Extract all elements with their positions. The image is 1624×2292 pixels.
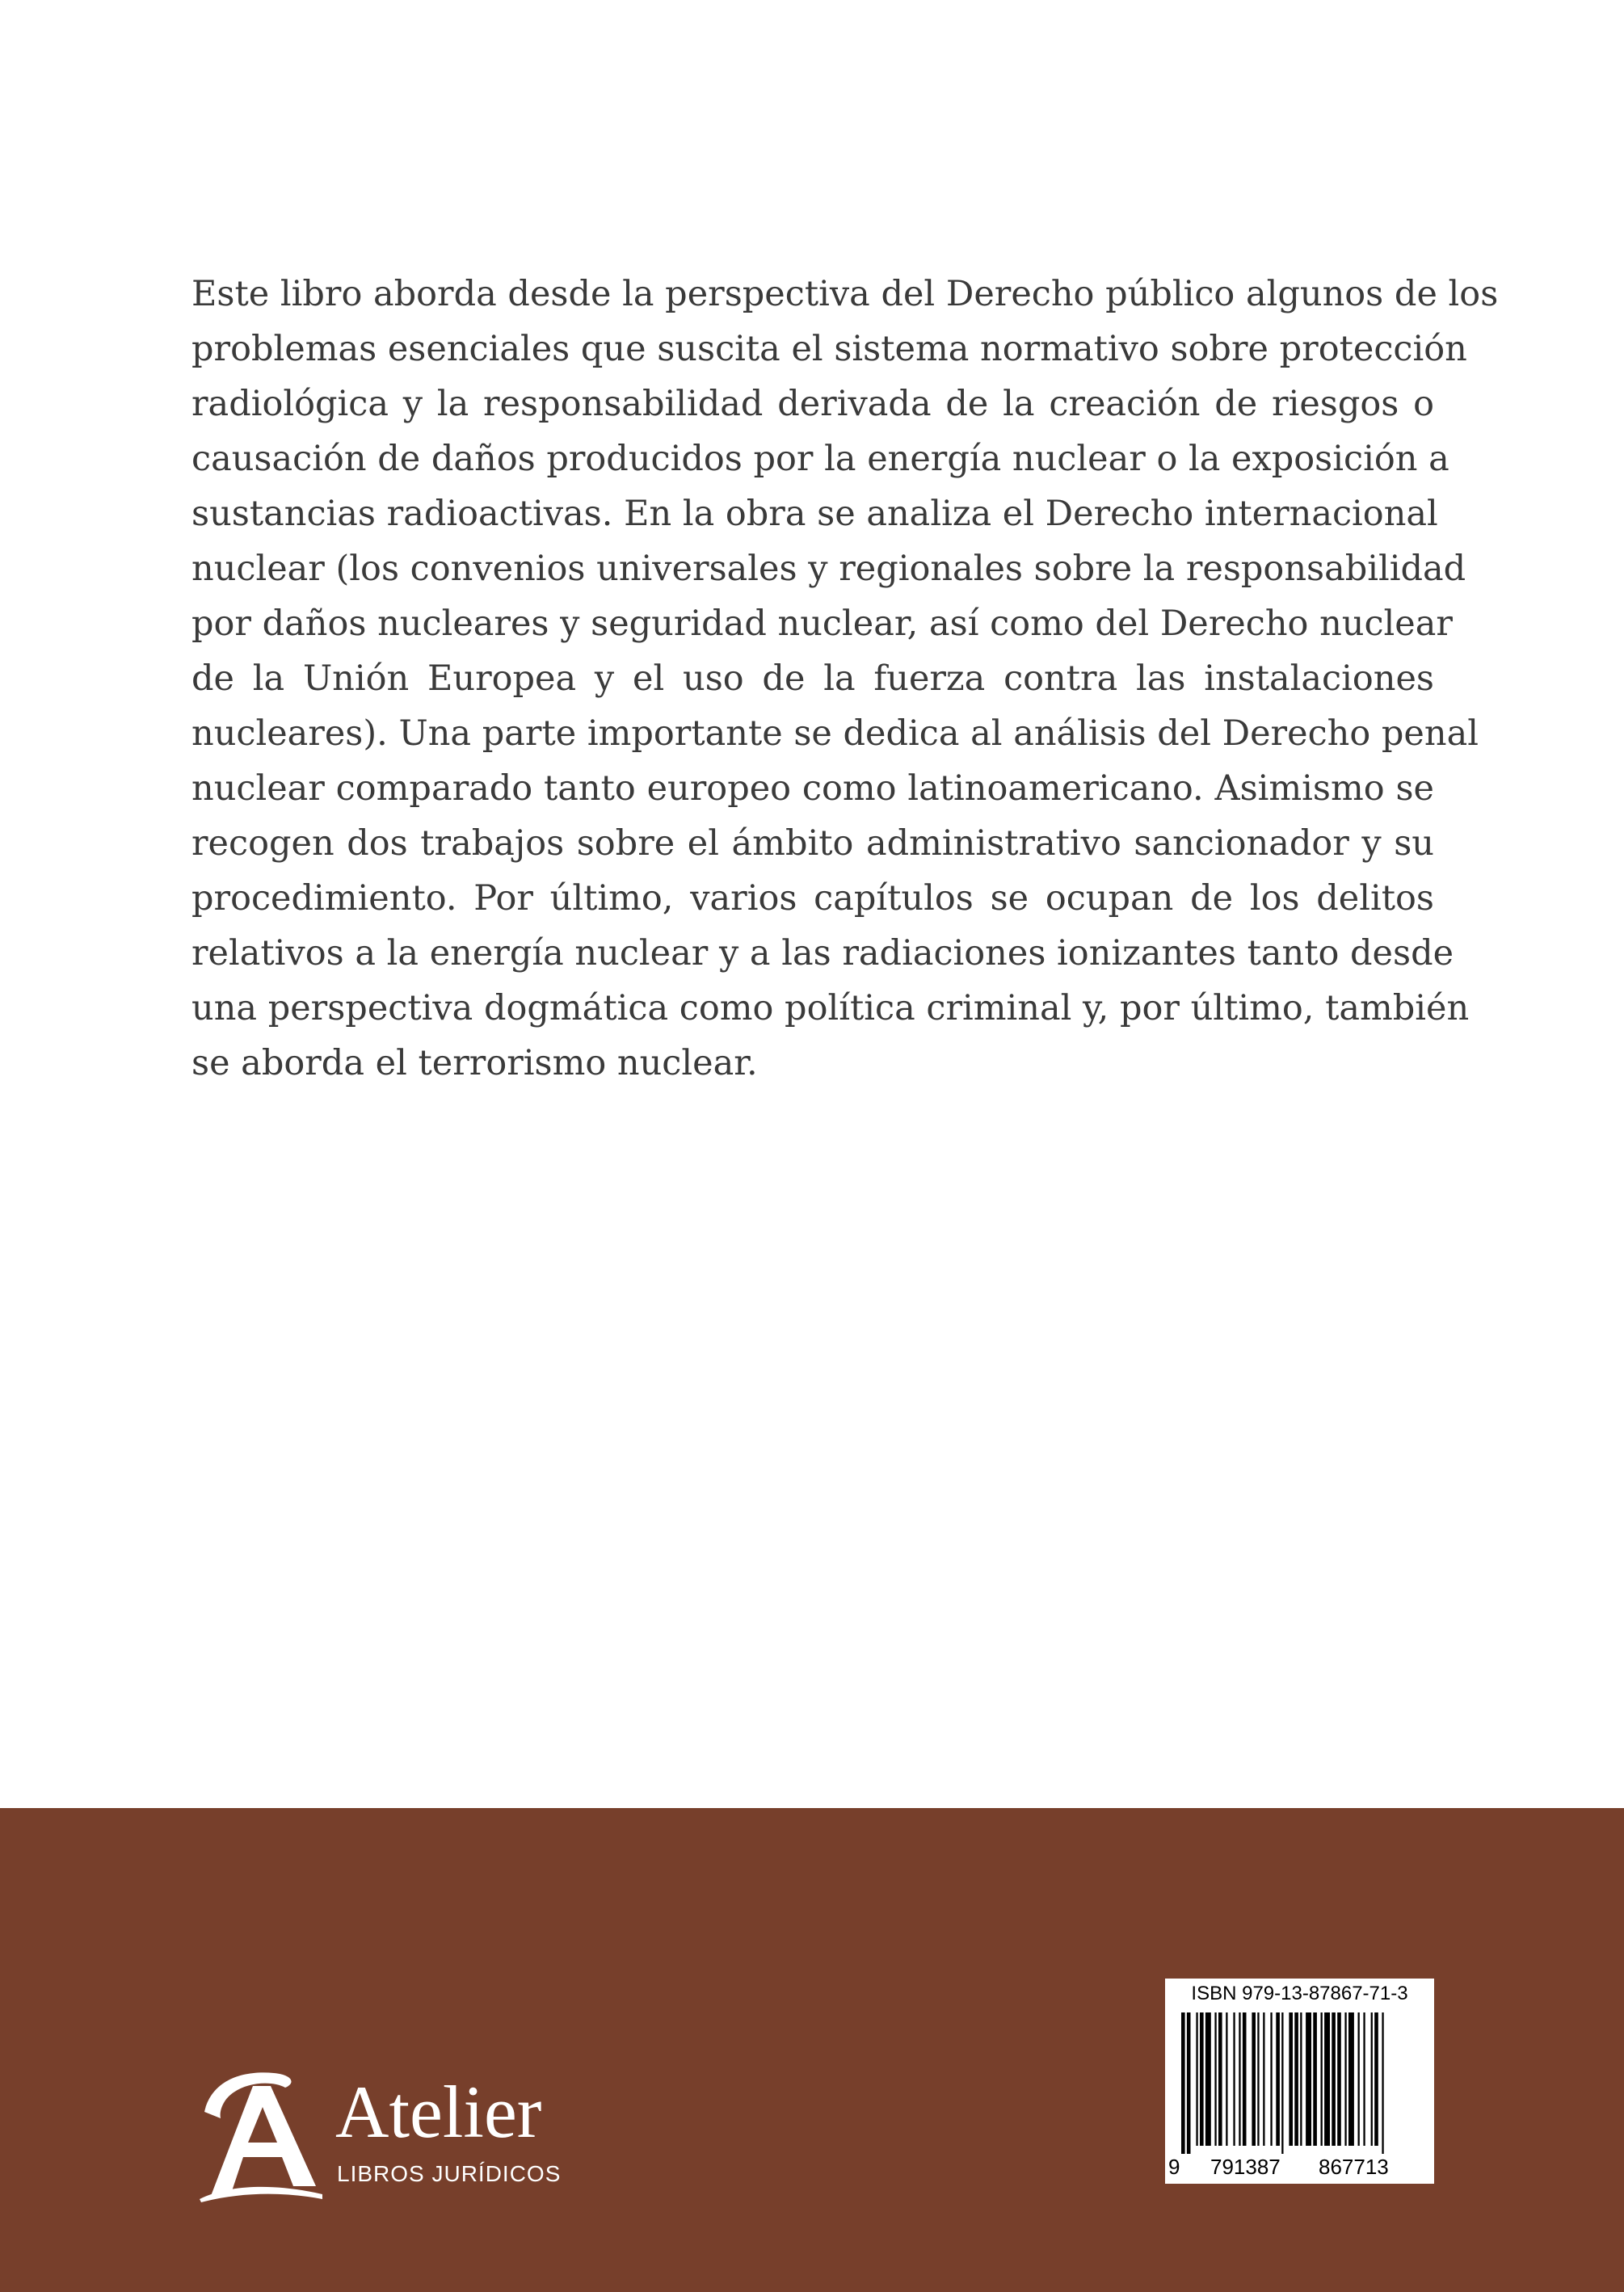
stylized-letter-a-logo-icon <box>196 2065 326 2202</box>
blurb-line: recogen dos trabajos sobre el ámbito administrativo sancionador y su <box>191 823 1434 864</box>
blurb-line: se aborda el terrorismo nuclear. <box>191 1043 758 1083</box>
barcode-bar <box>1332 2012 1336 2146</box>
barcode-bar <box>1214 2012 1216 2146</box>
isbn-label: ISBN 979-13-87867-71-3 <box>1191 1983 1408 2004</box>
barcode-bar <box>1321 2012 1323 2146</box>
blurb-line: nuclear (los convenios universales y regionales sobre la responsabilidad <box>191 549 1466 589</box>
barcode-bar <box>1243 2012 1247 2146</box>
blurb-line: Este libro aborda desde la perspectiva del Derecho público algunos de los <box>191 274 1499 314</box>
barcode-bar <box>1294 2012 1298 2146</box>
barcode-bar <box>1263 2012 1264 2146</box>
barcode-bar <box>1205 2012 1211 2146</box>
barcode-bar <box>1233 2012 1235 2146</box>
barcode-bar <box>1348 2012 1354 2146</box>
barcode-digit-first: 9 <box>1168 2155 1180 2179</box>
blurb-line: nuclear comparado tanto europeo como latinoamericano. Asimismo se <box>191 768 1434 809</box>
barcode-bar <box>1218 2012 1222 2146</box>
blurb-line: sustancias radioactivas. En la obra se analiza el Derecho internacional <box>191 494 1438 534</box>
publisher-logo <box>196 2065 562 2202</box>
blurb-line: radiológica y la responsabilidad derivada de la creación de riesgos o <box>191 384 1434 424</box>
blurb-line: por daños nucleares y seguridad nuclear, así como del Derecho nuclear <box>191 603 1453 644</box>
barcode-bar <box>1374 2012 1378 2146</box>
blurb-line: procedimiento. Por último, varios capítulos se ocupan de los delitos <box>191 878 1434 919</box>
blurb-line: de la Unión Europea y el uso de la fuerza contra las instalaciones <box>191 658 1434 699</box>
barcode-bar <box>1281 2012 1283 2154</box>
barcode-bar <box>1306 2012 1311 2146</box>
blurb-line: una perspectiva dogmática como política criminal y, por último, también <box>191 988 1470 1028</box>
barcode-bar <box>1371 2012 1373 2146</box>
barcode-bar <box>1252 2012 1256 2146</box>
barcode-bar <box>1344 2012 1346 2146</box>
barcode-bar <box>1200 2012 1204 2146</box>
barcode-bar <box>1181 2012 1185 2154</box>
barcode-bar <box>1226 2012 1227 2146</box>
barcode-digits-left: 791387 <box>1210 2155 1281 2179</box>
blurb-line: relativos a la energía nuclear y a las radiaciones ionizantes tanto desde <box>191 933 1454 974</box>
barcode-bar <box>1324 2012 1330 2146</box>
barcode-bar <box>1300 2012 1302 2146</box>
barcode-digits <box>1165 2155 1434 2179</box>
isbn-barcode <box>1165 1979 1434 2184</box>
barcode-bar <box>1313 2012 1317 2146</box>
barcode-bar <box>1289 2012 1293 2146</box>
publisher-tagline: LIBROS JURÍDICOS <box>337 2161 562 2186</box>
barcode-bar <box>1363 2012 1365 2146</box>
barcode-bar <box>1187 2012 1191 2154</box>
barcode-bar <box>1257 2012 1259 2146</box>
publisher-name: Atelier <box>335 2071 542 2153</box>
barcode-digits-right: 867713 <box>1319 2155 1389 2179</box>
back-cover-blurb <box>191 267 1499 1091</box>
barcode-bar <box>1276 2012 1280 2146</box>
barcode-bars <box>1165 2012 1434 2154</box>
blurb-line: nucleares). Una parte importante se dedica al análisis del Derecho penal <box>191 713 1479 754</box>
barcode-bar <box>1337 2012 1341 2146</box>
barcode-bar <box>1239 2012 1240 2146</box>
blurb-line: problemas esenciales que suscita el sistema normativo sobre protección <box>191 329 1467 369</box>
barcode-bar <box>1270 2012 1272 2146</box>
blurb-line: causación de daños producidos por la energía nuclear o la exposición a <box>191 439 1449 479</box>
barcode-bar <box>1382 2012 1383 2154</box>
barcode-bar <box>1358 2012 1360 2146</box>
barcode-bar <box>1196 2012 1197 2146</box>
